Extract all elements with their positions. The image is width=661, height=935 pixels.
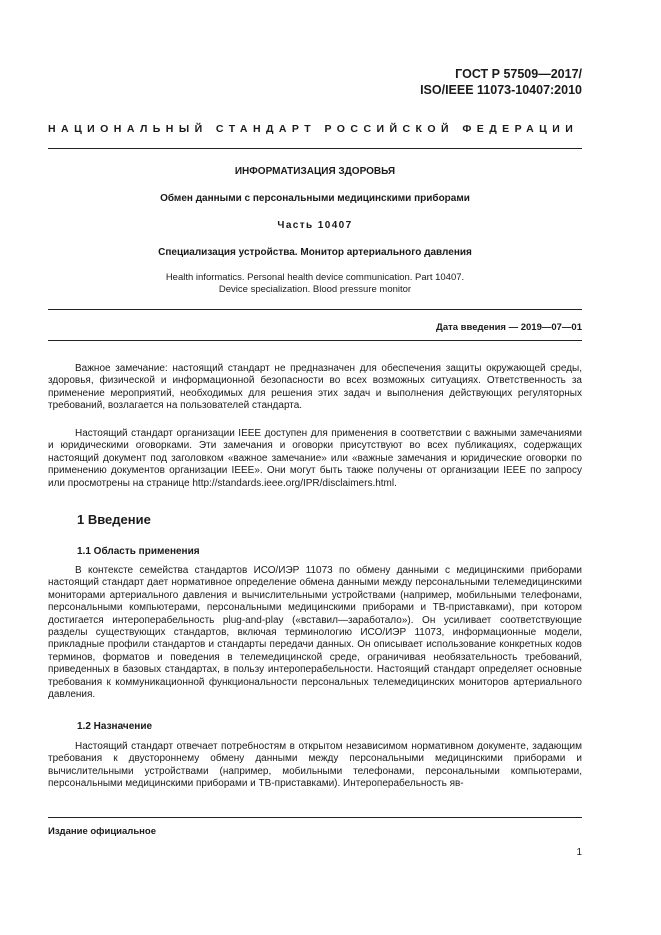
english-title xyxy=(48,272,582,296)
divider-top xyxy=(48,148,582,149)
divider-date xyxy=(48,340,582,341)
section-heading-introduction: 1 Введение xyxy=(77,512,151,527)
scope-paragraph: В контексте семейства стандартов ИСО/ИЭР 11073 по обмену данными с медицинскими приборами настоящий стандарт дает нормативное определение обмена данными между персональными телемедицинскими мониторами артериального давления и вычислительными устройствами (например, мобильными телефонами, персональными компьютерами, персональными медицинскими приборами и ТВ-приставками), при котором достигается интероперабельность plug-and-play («вставил—заработало»). Он усиливает соответствующие разделы существующих стандартов, включая терминологию ИСО/ИЭР 11073, информационные модели, прикладные профили стандартов и стандарты передачи данных. Он описывает использование конкретных кодов терминов, форматов и поведения в телемедицинской среде, ограничивая необязательность требований, приведенных в базовых стандартах, в пользу интероперабельности. Настоящий стандарт определяет основные требования к коммуникационной функциональности персональных телемедицинских мониторов артериального давления. xyxy=(48,565,582,701)
document-title: ИНФОРМАТИЗАЦИЯ ЗДОРОВЬЯ xyxy=(234,166,396,177)
document-subtitle: Обмен данными с персональными медицинскими приборами xyxy=(160,193,470,204)
english-title-line2: Device specialization. Blood pressure monitor xyxy=(218,284,412,295)
purpose-paragraph: Настоящий стандарт отвечает потребностям в открытом независимом нормативном документе, задающим требования к двустороннему обмену данными между персональными медицинскими приборами и вычислительными устройствами (например, мобильными телефонами, персональными компьютерами, персональными медицинскими приборами и ТВ-приставками). Интероперабельность яв- xyxy=(48,741,582,790)
important-note: Важное замечание: настоящий стандарт не предназначен для обеспечения защиты окружающей среды, здоровья, физической и информационной безопасности во всех возможных ситуациях. Ответственность за применение мероприятий, необходимых для решения этих задач и выполнения действующих регуляторных требований, возлагается на пользователей стандарта. xyxy=(48,363,582,412)
document-specialization: Специализация устройства. Монитор артериального давления xyxy=(158,247,472,258)
standard-iso-number: ISO/IEEE 11073-10407:2010 xyxy=(420,83,582,97)
divider-title xyxy=(48,309,582,310)
introduction-date: Дата введения — 2019—07—01 xyxy=(436,322,582,333)
national-standard-banner: НАЦИОНАЛЬНЫЙ СТАНДАРТ РОССИЙСКОЙ ФЕДЕРАЦИИ xyxy=(48,123,579,135)
subsection-heading-scope: 1.1 Область применения xyxy=(77,546,200,557)
divider-footer xyxy=(48,817,582,818)
subsection-heading-purpose: 1.2 Назначение xyxy=(77,721,153,732)
document-part: Часть 10407 xyxy=(277,220,353,231)
standard-number: ГОСТ Р 57509—2017/ xyxy=(455,67,582,81)
english-title-line1: Health informatics. Personal health device communication. Part 10407. xyxy=(165,272,465,283)
ieee-note: Настоящий стандарт организации IEEE доступен для применения в соответствии с важными замечаниями и юридическими оговорками. Эти замечания и оговорки присутствуют во всех публикациях, содержащих настоящий документ под заголовком «важное замечание» или «важные замечания и юридические оговорки по применению документов организации IEEE». Они могут быть также получены от организации IEEE по запросу или просмотрены на странице http://standards.ieee.org/IPR/disclaimers.html. xyxy=(48,428,582,489)
page-number: 1 xyxy=(576,847,582,858)
edition-label: Издание официальное xyxy=(48,826,156,837)
